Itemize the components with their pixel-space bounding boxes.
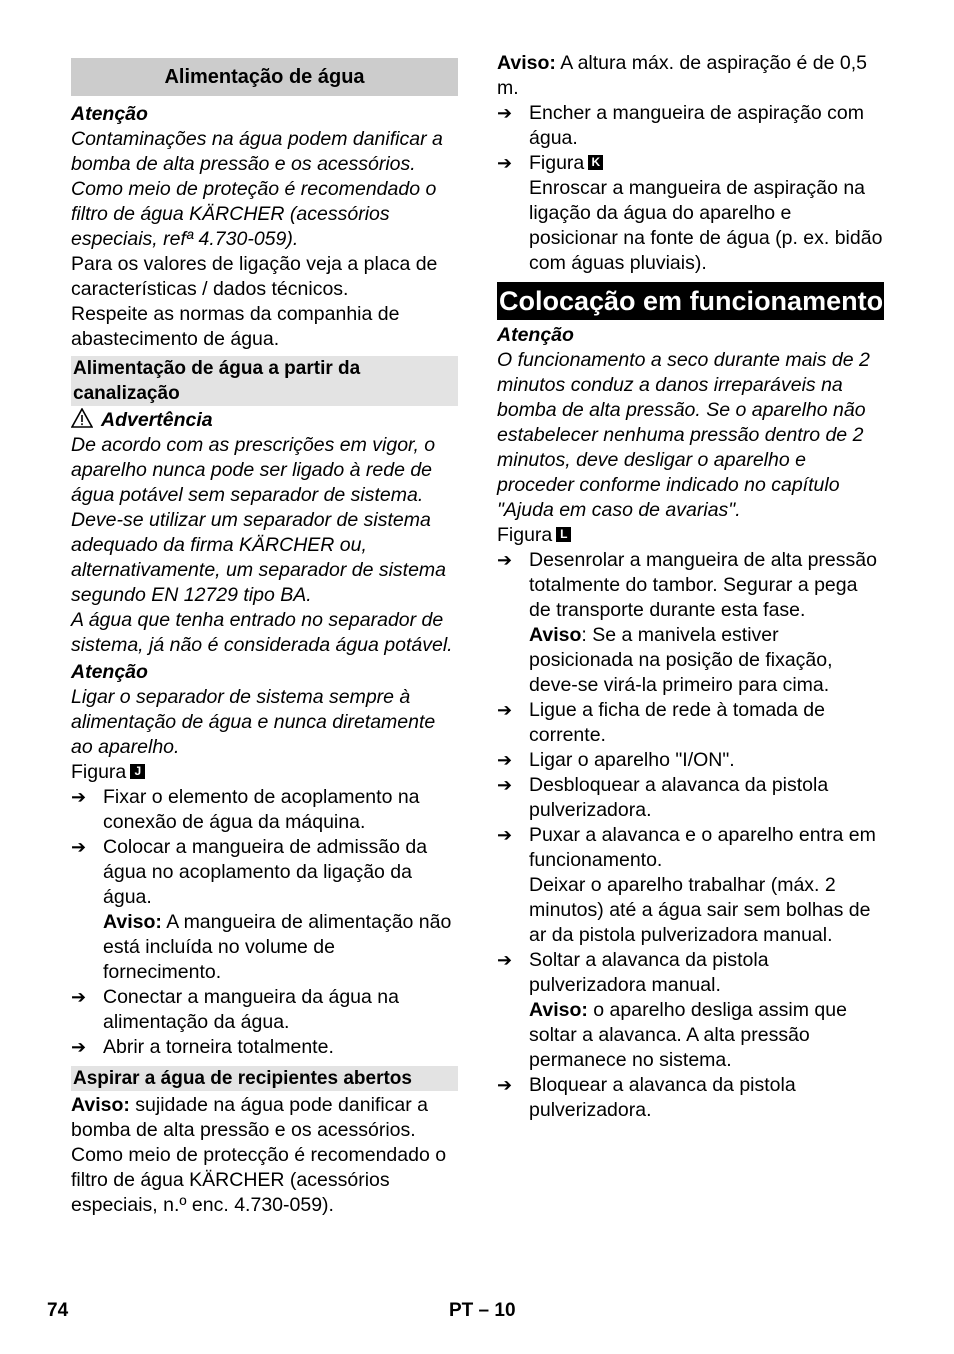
step-item [71,835,458,910]
step-item [497,823,884,873]
warning-title: Advertência [101,409,213,431]
figure-reference [497,523,884,548]
section-heading-start-up: Colocação em funcionamento [497,282,884,320]
step-text: Soltar a alavanca da pistola pulverizadora manual. [529,949,769,996]
note-label: Aviso: [71,1094,130,1116]
step-item [497,773,884,823]
arrow-right-icon: ➔ [497,775,513,795]
attention-text: O funcionamento a seco durante mais de 2 minutos conduz a danos irreparáveis na bomba de alta pressão. Se o aparelho não estabelecer nenhuma pressão dentro de 2 minutos, deve desligar o aparelho e proceder conforme indicado no capítulo "Ajuda em caso de avarias". [497,349,870,521]
step-item [71,1035,458,1060]
arrow-right-icon: ➔ [497,153,513,173]
step-item [497,698,884,748]
figure-letter-badge: K [588,155,603,170]
tank-note [71,1093,458,1143]
step-text: Colocar a mangueira de admissão da água no acoplamento da ligação da água. [103,836,428,908]
arrow-right-icon: ➔ [497,950,513,970]
step-text: Desbloquear a alavanca da pistola pulverizadora. [529,774,829,821]
section-heading-water-supply: Alimentação de água [71,58,458,96]
step-text: Ligue a ficha de rede à tomada de corrente. [529,699,825,746]
note-text: : Se a manivela estiver posicionada na posição de fixação, deve-se virá-la primeiro para cima. [529,624,833,696]
figure-label: Figura [497,524,553,546]
step-item [497,151,884,176]
step-item [497,1073,884,1123]
step-text: Encher a mangueira de aspiração com água. [529,102,864,149]
step-text: Bloquear a alavanca da pistola pulverizadora. [529,1074,796,1121]
step-detail: Deixar o aparelho trabalhar (máx. 2 minutos) até a água sair sem bolhas de ar da pistola pulverizadora manual. [529,874,871,946]
page-label: PT – 10 [449,1300,516,1321]
arrow-right-icon: ➔ [71,787,87,807]
paragraph-connection-values: Para os valores de ligação veja a placa de características / dados técnicos. [71,253,438,300]
note-text: o aparelho desliga assim que soltar a alavanca. A alta pressão permanece no sistema. [529,999,847,1071]
note-text: A mangueira de alimentação não está incluída no volume de fornecimento. [103,911,452,983]
arrow-right-icon: ➔ [497,1075,513,1095]
step-text: Puxar a alavanca e o aparelho entra em funcionamento. [529,824,876,871]
arrow-right-icon: ➔ [71,987,87,1007]
figure-label: Figura [71,761,127,783]
right-column [497,51,884,1123]
arrow-right-icon: ➔ [497,103,513,123]
arrow-right-icon: ➔ [71,1037,87,1057]
note-label: Aviso: [497,52,556,74]
step-item [497,748,884,773]
note-text: A altura máx. de aspiração é de 0,5 m. [497,52,867,99]
step-item [497,548,884,623]
figure-letter-badge: L [556,527,571,542]
step-text: Conectar a mangueira da água na alimentação da água. [103,986,399,1033]
attention-text: Contaminações na água podem danificar a bomba de alta pressão e os acessórios. Como meio de proteção é recomendado o filtro de água KÄRCHER (acessórios especiais, refª 4.730-059). [71,128,443,250]
note-label: Aviso: [529,999,588,1021]
section-heading-mains-supply: Alimentação de água a partir da canalização [71,356,458,406]
figure-reference [71,760,458,785]
section-heading-open-tanks: Aspirar a água de recipientes abertos [71,1066,458,1091]
arrow-right-icon: ➔ [497,750,513,770]
step-text: Ligar o aparelho "I/ON". [529,749,735,771]
note-label: Aviso [529,624,582,646]
attention-title: Atenção [497,324,574,346]
paragraph-regulations: Respeite as normas da companhia de abastecimento de água. [71,303,400,350]
figure-letter-badge: J [130,764,145,779]
arrow-right-icon: ➔ [497,700,513,720]
warning-title-row [71,408,458,433]
arrow-right-icon: ➔ [497,550,513,570]
step-detail: Enroscar a mangueira de aspiração na ligação da água do aparelho e posicionar na fonte de água (p. ex. bidão com águas pluviais). [529,177,883,274]
step-item [497,101,884,151]
arrow-right-icon: ➔ [71,837,87,857]
step-text: Desenrolar a mangueira de alta pressão totalmente do tambor. Segurar a pega de transporte durante esta fase. [529,549,877,621]
step-text: Fixar o elemento de acoplamento na conexão de água da máquina. [103,786,420,833]
figure-label: Figura [529,152,585,174]
note-label: Aviso: [103,911,162,933]
step-item [71,785,458,835]
warning-text-2: A água que tenha entrado no separador de sistema, já não é considerada água potável. [71,609,453,656]
step-note [497,998,884,1073]
arrow-right-icon: ➔ [497,825,513,845]
attention-title: Atenção [71,103,148,125]
tank-paragraph: Como meio de protecção é recomendado o filtro de água KÄRCHER (acessórios especiais, n.º enc. 4.730-059). [71,1144,447,1216]
note-text: sujidade na água pode danificar a bomba de alta pressão e os acessórios. [71,1094,429,1141]
suction-height-note [497,51,884,101]
page-number: 74 [47,1300,69,1321]
step-item [71,985,458,1035]
warning-triangle-icon [71,408,93,428]
attention-text-2: Ligar o separador de sistema sempre à alimentação de água e nunca diretamente ao aparelho. [71,686,436,758]
warning-text: De acordo com as prescrições em vigor, o aparelho nunca pode ser ligado à rede de água potável sem separador de sistema. Deve-se utilizar um separador de sistema adequado da firma KÄRCHER ou, alternativamente, um separador de sistema segundo EN 12729 tipo BA. [71,434,447,606]
step-text: Abrir a torneira totalmente. [103,1036,334,1058]
attention-title-2: Atenção [71,661,148,683]
step-item [497,948,884,998]
step-note [497,623,884,698]
step-note [71,910,458,985]
left-column [71,51,458,1218]
